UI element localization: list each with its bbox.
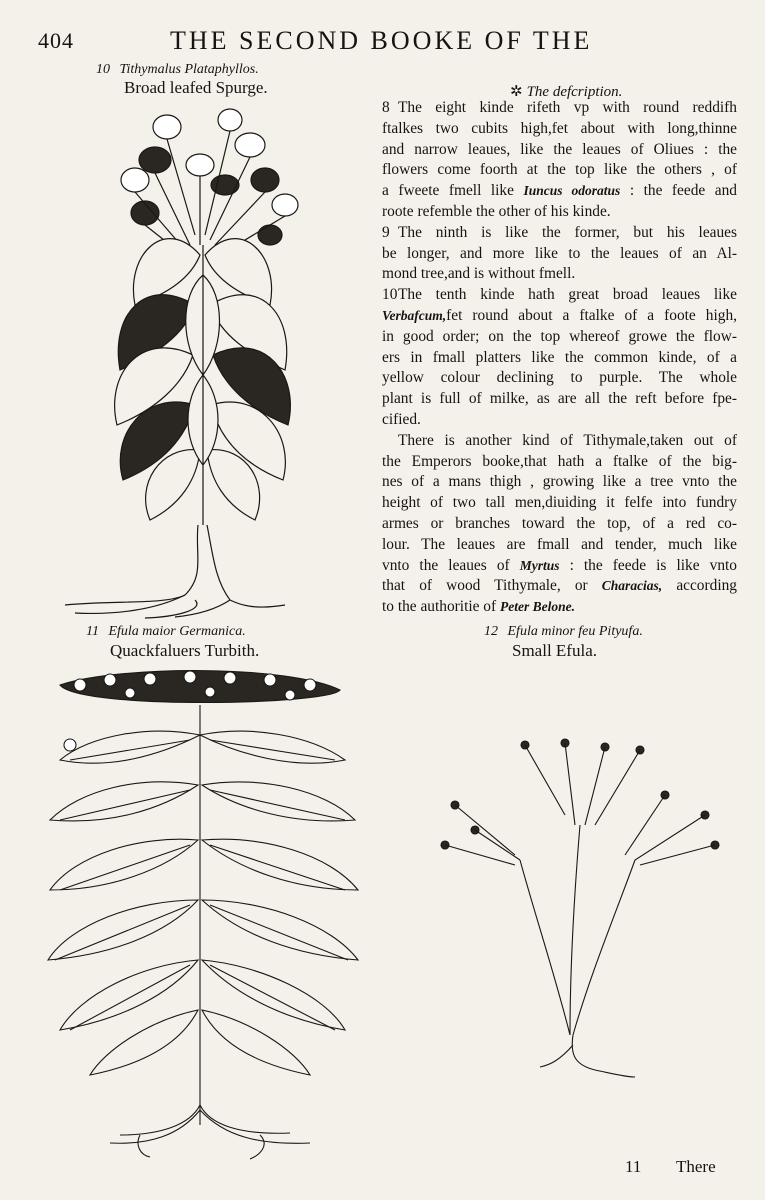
small-esula-illustration — [425, 735, 735, 1085]
description-heading: ✲ The defcription. — [510, 84, 623, 100]
figure-10-english-caption: Broad leafed Spurge. — [124, 78, 268, 97]
running-head — [38, 26, 705, 56]
leaves — [115, 239, 291, 525]
catchword: There — [676, 1157, 716, 1176]
signature-mark: 11 — [625, 1157, 642, 1176]
figure-10-latin-caption — [96, 62, 259, 78]
flower-heads — [121, 109, 298, 255]
figure-10-latin-name: Tithymalus Plataphyllos. — [119, 62, 259, 77]
broad-leafed-spurge-illustration — [55, 105, 305, 620]
asterism-icon: ✲ — [510, 84, 523, 100]
paragraph-8: 8 The eight kinde rifeth vp with round reddifh ftalkes two cubits high,fet about with long,thinne and narrow leaues, like the leaues of Oliues : the flowers come foorth at the top like the others , of a fweete fmell like Iuncus odoratus : the feede and roote refemble the other of his kinde. — [382, 99, 737, 220]
willow-leaves — [48, 705, 358, 1125]
figure-12-latin-caption — [484, 624, 643, 640]
figure-11-latin-name: Efula maior Germanica. — [108, 624, 246, 639]
root — [65, 525, 285, 618]
description-text — [382, 98, 737, 618]
figure-11-english-caption: Quackfaluers Turbith. — [110, 641, 260, 660]
page-number: 404 — [38, 28, 74, 53]
paragraph-emperors-tithymale: There is another kind of Tithymale,taken out of the Emperors booke,that hath a ftalke of the big- nes of a mans thigh , growing like a tree vnto the height of two tall men,diuiding it felfe into fundry armes or branches toward the top, of a red co- lour. The leaues are fmall and tender, much like vnto the leaues of Myrtus : the feede is like vnto that of wood Tithymale, or Characias, according to the authoritie of Peter Belone. — [382, 431, 737, 616]
stems — [520, 825, 635, 1077]
figure-11-latin-caption — [86, 624, 246, 640]
paragraph-9: 9 The ninth is like the former, but his leaues be longer, and more like to the leaues of an Al- mond tree,and is without fmell. — [382, 223, 737, 283]
figure-11-number: 11 — [86, 624, 99, 639]
figure-12-english-caption: Small Efula. — [512, 641, 597, 660]
figure-10-number: 10 — [96, 62, 110, 77]
quacksalvers-turbith-illustration — [40, 665, 370, 1165]
roots — [110, 1105, 310, 1159]
flowering-umbels — [441, 739, 719, 865]
figure-12-latin-name: Efula minor feu Pityufa. — [507, 624, 643, 639]
running-title: THE SECOND BOOKE OF THE — [170, 26, 593, 55]
paragraph-10: 10The tenth kinde hath great broad leaues like Verbafcum,fet round about a ftalke of a foote high, in good order; on the top whereof growe the flow- ers in fmall platters like the common kinde, of a yellow colour declining to purple. The whole plant is full of milke, as are all the reft before fpe- cified. — [382, 286, 737, 428]
figure-12-number: 12 — [484, 624, 498, 639]
